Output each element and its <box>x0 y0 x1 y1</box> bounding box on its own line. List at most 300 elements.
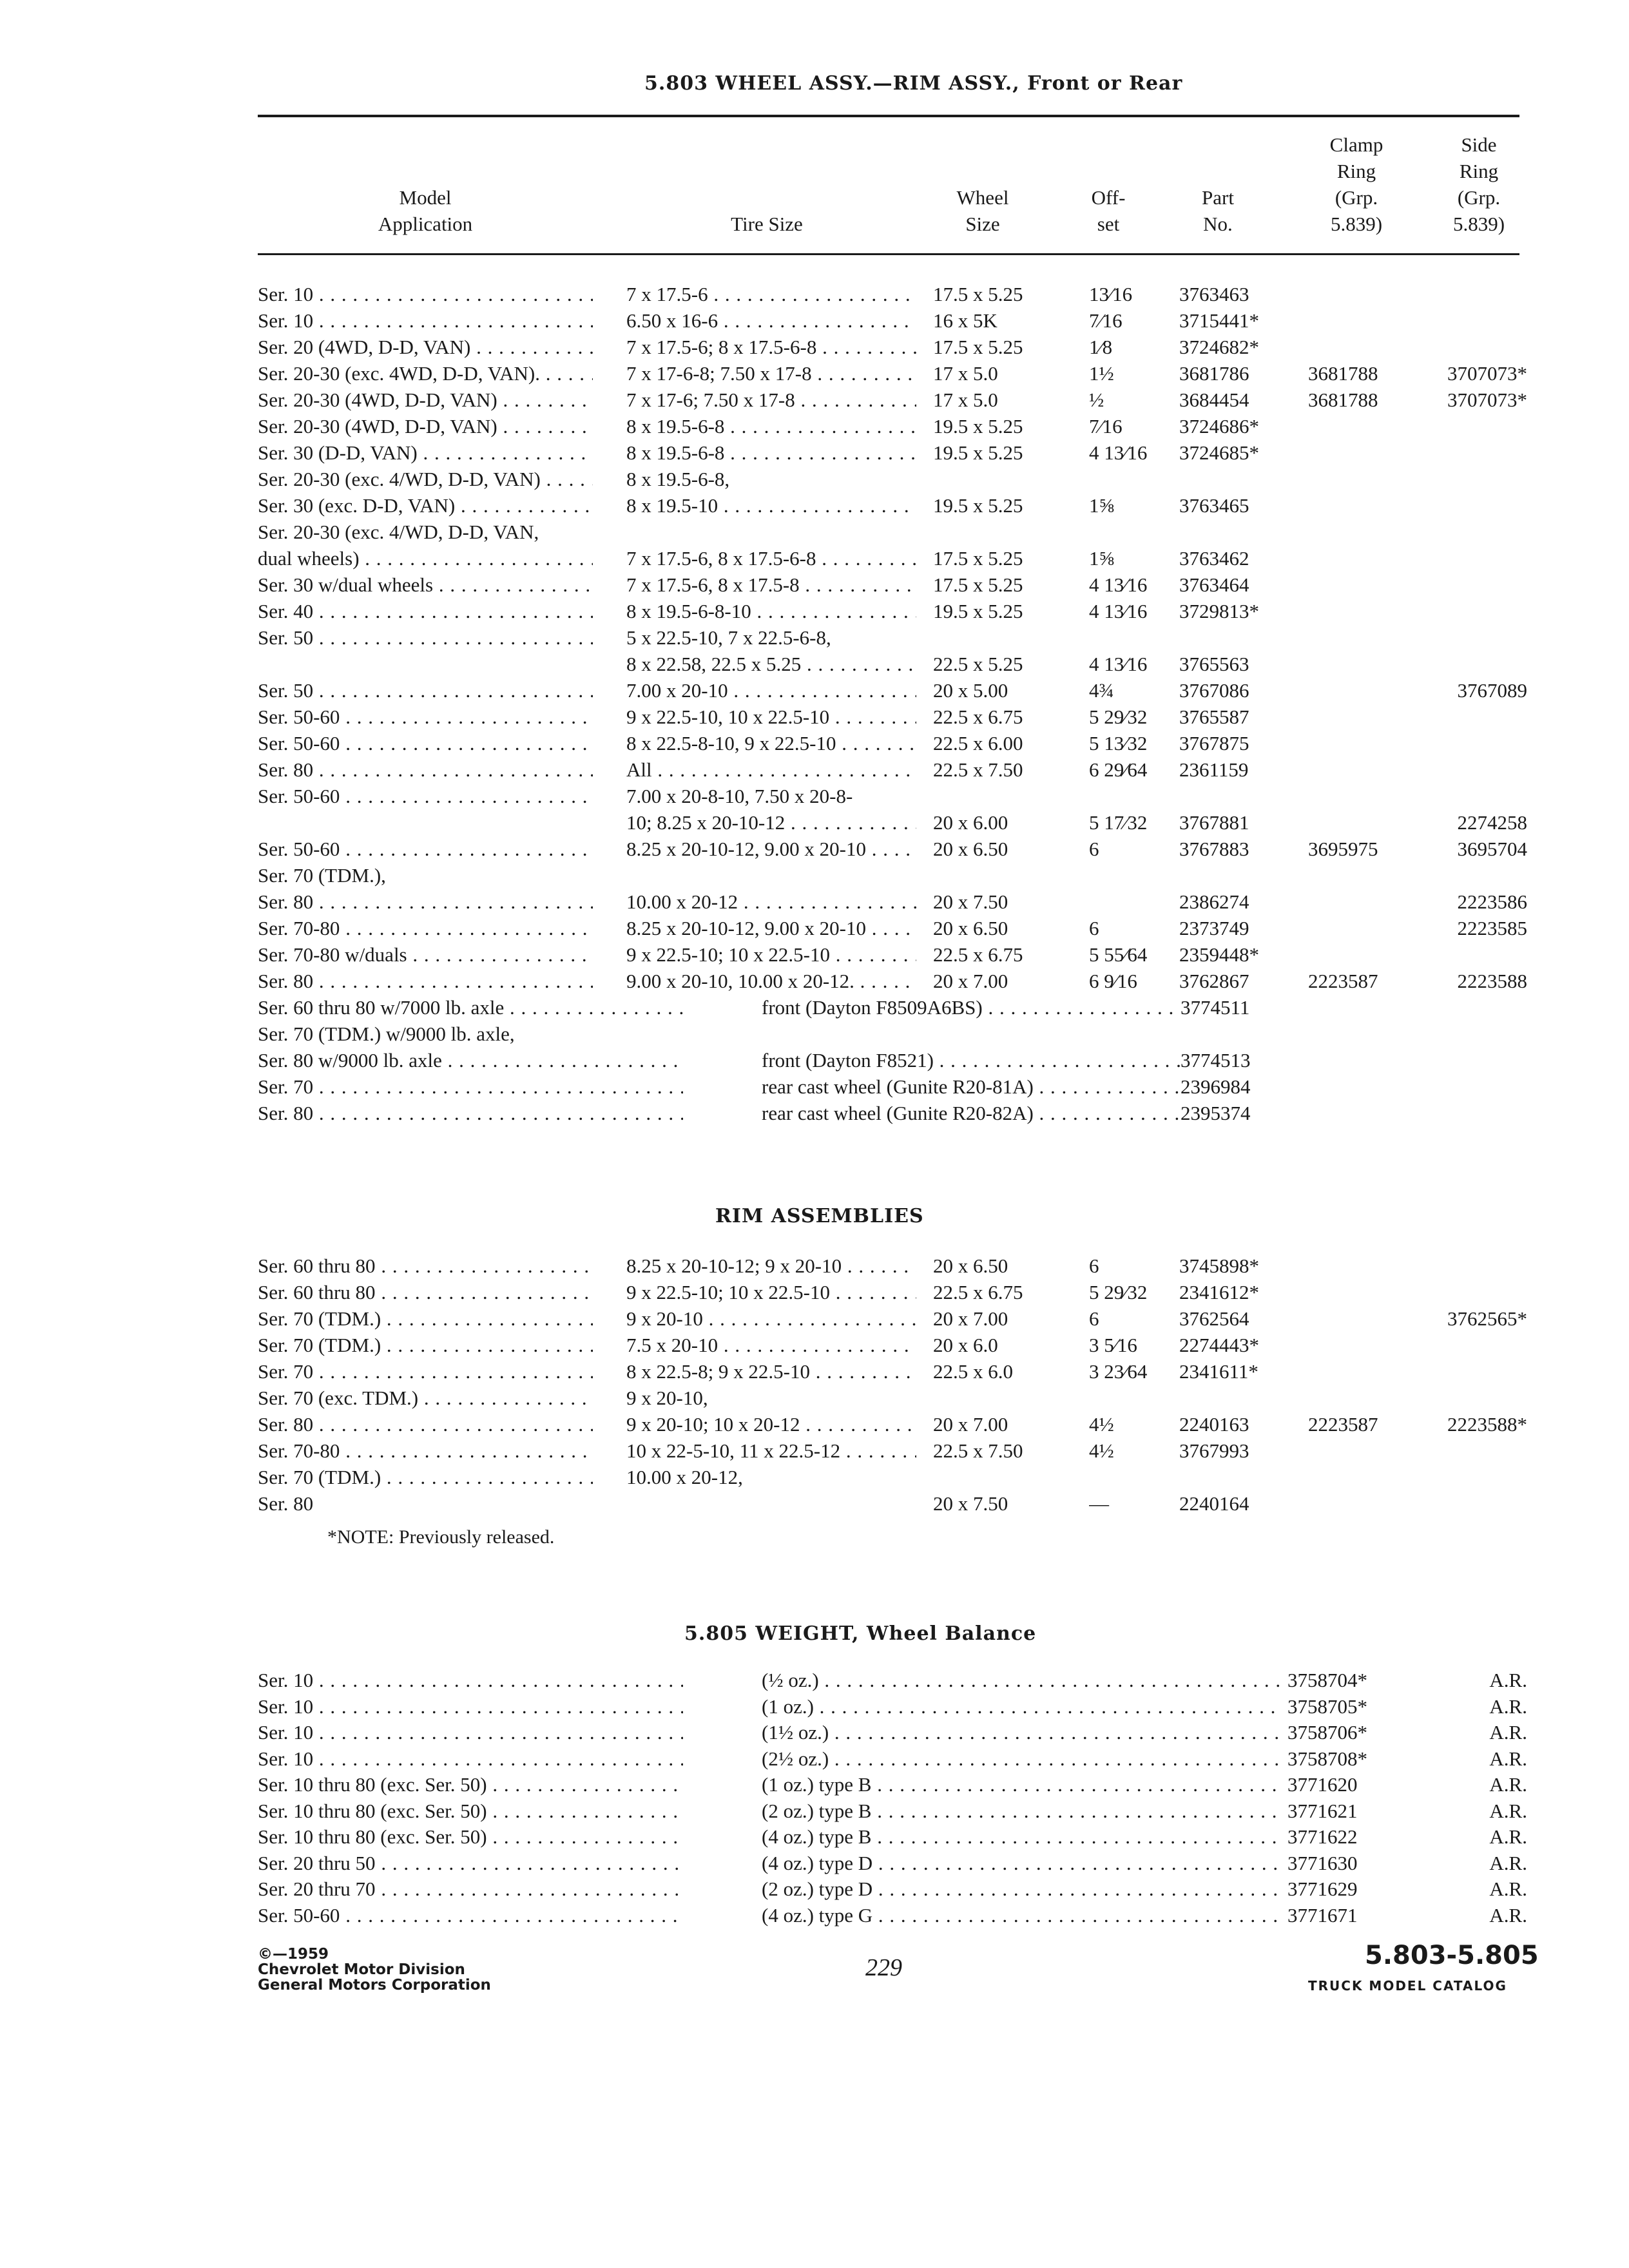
wheel-size-cell: 20 x 6.0 <box>933 1334 998 1356</box>
quantity-cell: A.R. <box>1489 1851 1527 1874</box>
clamp-ring-cell <box>1308 783 1418 810</box>
wheel-size-cell: 20 x 7.00 <box>933 1307 1008 1330</box>
clamp-ring-cell <box>1308 651 1418 678</box>
model-cell: Ser. 20-30 (exc. 4/WD, D-D, VAN, <box>258 521 539 543</box>
model-cell: Ser. 10 . . . <box>258 1745 683 1773</box>
clamp-ring-cell <box>1308 1385 1418 1412</box>
side-ring-cell <box>1424 598 1527 625</box>
part-number-cell: 2361159 <box>1179 758 1249 781</box>
side-ring-cell <box>1424 281 1527 308</box>
wheel-size-cell: 20 x 6.50 <box>933 838 1008 860</box>
part-number-cell: 3771671 <box>1287 1903 1358 1927</box>
part-number-cell: 3774513 <box>1181 1049 1251 1072</box>
wheel-size-cell: 20 x 7.00 <box>933 1413 1008 1436</box>
weight-cell: (2 oz.) type D . . . <box>762 1876 1282 1903</box>
clamp-ring-cell: 3681788 <box>1308 389 1378 411</box>
part-number-cell: 2240163 <box>1179 1413 1249 1436</box>
side-ring-cell <box>1424 862 1527 889</box>
clamp-ring-cell <box>1308 334 1418 361</box>
offset-cell: 4 13⁄16 <box>1089 600 1148 622</box>
model-cell: Ser. 50-60 . . . <box>258 783 593 810</box>
table-row <box>0 360 1629 387</box>
quantity-cell: A.R. <box>1489 1747 1527 1770</box>
tire-size-cell: 8.25 x 20-10-12; 9 x 20-10 . . . <box>626 1253 916 1280</box>
table-row <box>0 941 1629 968</box>
part-number-cell: 2373749 <box>1179 917 1249 939</box>
model-cell: Ser. 60 thru 80 w/7000 lb. axle . . . <box>258 994 683 1021</box>
wheel-size-cell <box>933 1464 1055 1491</box>
header-rule-bottom <box>258 253 1519 255</box>
table-row <box>0 809 1629 836</box>
wheel-size-cell <box>933 862 1055 889</box>
side-ring-cell: 2223586 <box>1457 890 1527 913</box>
part-number-cell: 2359448* <box>1179 943 1259 966</box>
quantity-cell: A.R. <box>1489 1825 1527 1848</box>
side-ring-cell <box>1424 466 1527 493</box>
table-row <box>0 1332 1629 1359</box>
table-row <box>0 1876 1629 1903</box>
col-header-model: Model Application <box>378 186 473 235</box>
part-number-cell: 3715441* <box>1179 309 1259 332</box>
table-row <box>0 783 1629 810</box>
part-number-cell: 3765587 <box>1179 706 1249 728</box>
model-cell: Ser. 10 thru 80 (exc. Ser. 50) . . . <box>258 1823 683 1850</box>
side-ring-cell <box>1424 1253 1527 1280</box>
side-ring-cell <box>1424 1464 1527 1491</box>
side-ring-cell <box>1424 307 1527 334</box>
wheel-size-cell: 22.5 x 6.75 <box>933 943 1023 966</box>
part-number-cell: 2240164 <box>1179 1492 1249 1515</box>
clamp-ring-cell <box>1308 281 1418 308</box>
quantity-cell: A.R. <box>1489 1903 1527 1927</box>
wheel-size-cell: 22.5 x 6.75 <box>933 1281 1023 1303</box>
table-row <box>0 598 1629 625</box>
tire-size-cell: 9 x 20-10; 10 x 20-12 . . . <box>626 1411 916 1438</box>
model-cell: Ser. 10 . . . <box>258 1693 683 1720</box>
weight-cell: (2 oz.) type B . . . <box>762 1798 1282 1825</box>
clamp-ring-cell <box>1308 545 1418 572</box>
model-cell: Ser. 50 . . . <box>258 624 593 651</box>
tire-size-cell: 9 x 22.5-10; 10 x 22.5-10 . . . <box>626 1279 916 1306</box>
side-ring-cell: 3707073* <box>1447 362 1527 385</box>
model-cell: Ser. 80 <box>258 1492 314 1515</box>
tire-size-cell: 8 x 19.5-6-8 . . . <box>626 439 916 466</box>
side-ring-cell <box>1424 545 1527 572</box>
clamp-ring-cell <box>1308 862 1418 889</box>
side-ring-cell <box>1424 941 1527 968</box>
offset-cell: 6 <box>1089 917 1099 939</box>
offset-cell: 13⁄16 <box>1089 283 1133 305</box>
tire-size-cell: 8 x 19.5-10 . . . <box>626 492 916 519</box>
model-cell: Ser. 20-30 (exc. 4/WD, D-D, VAN) . . . <box>258 466 593 493</box>
part-number-cell: 2386274 <box>1179 890 1249 913</box>
tire-size-cell: 7.5 x 20-10 . . . <box>626 1332 916 1359</box>
quantity-cell: A.R. <box>1489 1695 1527 1718</box>
clamp-ring-cell <box>1308 1279 1418 1306</box>
model-cell: Ser. 70 (TDM.) . . . <box>258 1464 593 1491</box>
offset-cell: 4¾ <box>1089 679 1114 702</box>
clamp-ring-cell <box>1308 809 1418 836</box>
table-row <box>0 307 1629 334</box>
offset-cell: 3 5⁄16 <box>1089 1334 1137 1356</box>
side-ring-cell <box>1424 413 1527 440</box>
wheel-size-cell: 19.5 x 5.25 <box>933 441 1023 464</box>
clamp-ring-cell <box>1308 704 1418 731</box>
model-cell: Ser. 10 . . . <box>258 1667 683 1694</box>
quantity-cell: A.R. <box>1489 1878 1527 1900</box>
weight-cell: (2½ oz.) . . . <box>762 1745 1282 1773</box>
footer-copyright: ©—1959 <box>258 1946 329 1963</box>
tire-size-cell: 7 x 17.5-6, 8 x 17.5-8 . . . <box>626 572 916 599</box>
table-row <box>0 704 1629 731</box>
table-row <box>0 334 1629 361</box>
model-cell: Ser. 70 (TDM.) . . . <box>258 1305 593 1332</box>
offset-cell: 4 13⁄16 <box>1089 653 1148 675</box>
model-cell: Ser. 70 . . . <box>258 1073 683 1100</box>
offset-cell: 6 <box>1089 1254 1099 1277</box>
table-row <box>0 413 1629 440</box>
part-number-cell <box>1179 1464 1302 1491</box>
col-header-offset: Off- set <box>1091 186 1126 235</box>
weight-cell: (4 oz.) type G . . . <box>762 1902 1282 1929</box>
tire-size-cell: 9 x 22.5-10, 10 x 22.5-10 . . . <box>626 704 916 731</box>
part-number-cell <box>1179 783 1302 810</box>
model-cell: Ser. 80 . . . <box>258 756 593 783</box>
offset-cell: 5 29⁄32 <box>1089 706 1148 728</box>
offset-cell: 5 29⁄32 <box>1089 1281 1148 1303</box>
wheel-description-cell: rear cast wheel (Gunite R20-82A) . . . <box>762 1100 1181 1127</box>
part-number-cell: 2395374 <box>1181 1102 1251 1124</box>
table-row <box>0 1798 1629 1825</box>
clamp-ring-cell <box>1308 1305 1418 1332</box>
tire-size-cell: 8 x 22.58, 22.5 x 5.25 . . . <box>626 651 916 678</box>
part-number-cell: 3745898* <box>1179 1254 1259 1277</box>
wheel-size-cell: 20 x 7.00 <box>933 970 1008 992</box>
table-row <box>0 1385 1629 1412</box>
table-row <box>0 836 1629 863</box>
model-cell: Ser. 30 w/dual wheels . . . <box>258 572 593 599</box>
tire-size-cell: 10 x 22-5-10, 11 x 22.5-12 . . . <box>626 1437 916 1465</box>
clamp-ring-cell <box>1308 624 1418 651</box>
col-header-clamp-ring: Clamp Ring (Grp. 5.839) <box>1329 133 1383 235</box>
wheel-size-cell: 20 x 7.50 <box>933 890 1008 913</box>
weight-cell: (4 oz.) type D . . . <box>762 1850 1282 1877</box>
offset-cell: 4½ <box>1089 1439 1114 1462</box>
side-ring-cell <box>1424 572 1527 599</box>
part-number-cell: 3771621 <box>1287 1799 1358 1822</box>
model-cell: Ser. 30 (D-D, VAN) . . . <box>258 439 593 466</box>
offset-cell: 6 9⁄16 <box>1089 970 1137 992</box>
tire-size-cell: 7 x 17-6; 7.50 x 17-8 . . . <box>626 387 916 414</box>
tire-size-cell: 7.00 x 20-10 . . . <box>626 677 916 704</box>
wheel-size-cell: 17.5 x 5.25 <box>933 283 1023 305</box>
tire-size-cell: 7 x 17.5-6 . . . <box>626 281 916 308</box>
offset-cell <box>1089 1385 1166 1412</box>
tire-size-cell: 8 x 19.5-6-8 . . . <box>626 413 916 440</box>
offset-cell: 1⁄8 <box>1089 336 1113 358</box>
clamp-ring-cell <box>1308 1332 1418 1359</box>
side-ring-cell <box>1424 519 1527 546</box>
table-row <box>0 519 1629 546</box>
offset-cell <box>1089 624 1166 651</box>
catalog-name: TRUCK MODEL CATALOG <box>1308 1978 1507 1994</box>
wheel-size-cell: 22.5 x 7.50 <box>933 1439 1023 1462</box>
model-cell: Ser. 20 (4WD, D-D, VAN) . . . <box>258 334 593 361</box>
side-ring-cell: 3767089 <box>1457 679 1527 702</box>
table-row <box>0 1850 1629 1877</box>
tire-size-cell: 5 x 22.5-10, 7 x 22.5-6-8, <box>626 626 831 649</box>
wheel-balance-title: 5.805 WEIGHT, Wheel Balance <box>684 1622 1037 1645</box>
table-row <box>0 968 1629 995</box>
wheel-size-cell: 19.5 x 5.25 <box>933 494 1023 517</box>
side-ring-cell: 2274258 <box>1457 811 1527 834</box>
offset-cell: — <box>1089 1492 1109 1515</box>
col-header-part: Part No. <box>1202 186 1234 235</box>
side-ring-cell <box>1424 334 1527 361</box>
model-cell: Ser. 80 . . . <box>258 1411 593 1438</box>
tire-size-cell: 8 x 19.5-6-8-10 . . . <box>626 598 916 625</box>
model-cell: Ser. 70 (TDM.), <box>258 864 386 887</box>
model-cell: Ser. 10 thru 80 (exc. Ser. 50) . . . <box>258 1771 683 1798</box>
wheel-size-cell <box>933 624 1055 651</box>
part-number-cell <box>1179 624 1302 651</box>
offset-cell: 6 <box>1089 838 1099 860</box>
side-ring-cell: 2223588 <box>1457 970 1527 992</box>
wheel-size-cell <box>933 519 1055 546</box>
part-number-cell: 2396984 <box>1181 1075 1251 1098</box>
tire-size-cell: 8.25 x 20-10-12, 9.00 x 20-10 . . . <box>626 915 916 942</box>
model-cell: Ser. 50-60 . . . <box>258 704 593 731</box>
wheel-size-cell: 22.5 x 6.75 <box>933 706 1023 728</box>
model-cell: Ser. 70 (TDM.) w/9000 lb. axle, <box>258 1023 515 1045</box>
table-row <box>0 1745 1629 1773</box>
offset-cell: 1⅝ <box>1089 547 1114 570</box>
part-number-cell: 3724682* <box>1179 336 1259 358</box>
page-number: 229 <box>865 1954 902 1981</box>
table-row <box>0 1437 1629 1465</box>
part-number-cell: 3767993 <box>1179 1439 1249 1462</box>
wheel-size-cell: 20 x 6.50 <box>933 917 1008 939</box>
table-row <box>0 1021 1629 1048</box>
tire-size-cell: 8 x 19.5-6-8, <box>626 468 730 490</box>
model-cell: Ser. 60 thru 80 . . . <box>258 1279 593 1306</box>
wheel-size-cell <box>933 1385 1055 1412</box>
model-cell <box>258 651 593 678</box>
side-ring-cell <box>1424 1358 1527 1385</box>
table-row <box>0 862 1629 889</box>
clamp-ring-cell <box>1308 519 1418 546</box>
table-row <box>0 466 1629 493</box>
model-cell: Ser. 20 thru 70 . . . <box>258 1876 683 1903</box>
quantity-cell: A.R. <box>1489 1799 1527 1822</box>
model-cell: Ser. 50-60 . . . <box>258 836 593 863</box>
part-number-cell: 3763465 <box>1179 494 1249 517</box>
clamp-ring-cell <box>1308 1490 1418 1517</box>
model-cell: Ser. 50-60 . . . <box>258 730 593 757</box>
offset-cell: 5 17⁄32 <box>1089 811 1148 834</box>
wheel-size-cell: 17 x 5.0 <box>933 389 998 411</box>
table-row <box>0 1100 1629 1127</box>
clamp-ring-cell <box>1308 889 1418 916</box>
side-ring-cell: 2223585 <box>1457 917 1527 939</box>
part-number-cell: 3774511 <box>1181 996 1250 1019</box>
model-cell: Ser. 10 thru 80 (exc. Ser. 50) . . . <box>258 1798 683 1825</box>
part-number-cell: 2341612* <box>1179 1281 1259 1303</box>
tire-size-cell: 8 x 22.5-8; 9 x 22.5-10 . . . <box>626 1358 916 1385</box>
wheel-size-cell: 22.5 x 5.25 <box>933 653 1023 675</box>
clamp-ring-cell <box>1308 466 1418 493</box>
clamp-ring-cell: 3681788 <box>1308 362 1378 385</box>
offset-cell: 6 29⁄64 <box>1089 758 1148 781</box>
clamp-ring-cell: 3695975 <box>1308 838 1378 860</box>
part-number-cell: 3724685* <box>1179 441 1259 464</box>
wheel-size-cell: 20 x 7.50 <box>933 1492 1008 1515</box>
clamp-ring-cell <box>1308 1358 1418 1385</box>
weight-cell: (½ oz.) . . . <box>762 1667 1282 1694</box>
tire-size-cell: 9.00 x 20-10, 10.00 x 20-12. . . . <box>626 968 916 995</box>
side-ring-cell <box>1424 756 1527 783</box>
part-number-cell: 2341611* <box>1179 1360 1258 1383</box>
part-number-cell: 3724686* <box>1179 415 1259 437</box>
clamp-ring-cell <box>1308 492 1418 519</box>
wheel-size-cell: 17.5 x 5.25 <box>933 573 1023 596</box>
col-header-tire: Tire Size <box>731 213 803 235</box>
tire-size-cell: All . . . <box>626 756 916 783</box>
table-row <box>0 1411 1629 1438</box>
part-number-cell: 3762564 <box>1179 1307 1249 1330</box>
offset-cell: 1⅝ <box>1089 494 1114 517</box>
offset-cell: 7⁄16 <box>1089 415 1123 437</box>
offset-cell <box>1089 519 1166 546</box>
clamp-ring-cell <box>1308 572 1418 599</box>
footer-corp: General Motors Corporation <box>258 1977 491 1994</box>
tire-size-cell: 8.25 x 20-10-12, 9.00 x 20-10 . . . <box>626 836 916 863</box>
part-number-cell: 3758705* <box>1287 1695 1367 1718</box>
part-number-cell: 3758704* <box>1287 1669 1367 1691</box>
model-cell: Ser. 80 . . . <box>258 889 593 916</box>
wheel-size-cell: 22.5 x 6.00 <box>933 732 1023 754</box>
clamp-ring-cell <box>1308 598 1418 625</box>
clamp-ring-cell <box>1308 677 1418 704</box>
side-ring-cell <box>1424 492 1527 519</box>
model-cell: Ser. 50-60 . . . <box>258 1902 683 1929</box>
model-cell: Ser. 80 w/9000 lb. axle . . . <box>258 1047 683 1074</box>
tire-size-cell: 7.00 x 20-8-10, 7.50 x 20-8- <box>626 785 853 807</box>
model-cell: Ser. 20 thru 50 . . . <box>258 1850 683 1877</box>
part-number-cell: 3771630 <box>1287 1851 1358 1874</box>
table-row <box>0 1719 1629 1746</box>
model-cell: Ser. 10 . . . <box>258 281 593 308</box>
part-number-cell: 3681786 <box>1179 362 1249 385</box>
tire-size-cell: 10.00 x 20-12, <box>626 1466 743 1488</box>
clamp-ring-cell: 2223587 <box>1308 970 1378 992</box>
quantity-cell: A.R. <box>1489 1721 1527 1744</box>
tire-size-cell: 10; 8.25 x 20-10-12 . . . <box>626 809 916 836</box>
wheel-size-cell: 17.5 x 5.25 <box>933 547 1023 570</box>
wheel-size-cell <box>933 783 1055 810</box>
clamp-ring-cell <box>1308 1464 1418 1491</box>
tire-size-cell: 7 x 17-6-8; 7.50 x 17-8 . . . <box>626 360 916 387</box>
offset-cell: 5 55⁄64 <box>1089 943 1148 966</box>
tire-size-cell <box>626 1490 916 1517</box>
part-number-cell: 3758706* <box>1287 1721 1367 1744</box>
wheel-size-cell <box>933 466 1055 493</box>
offset-cell: 1½ <box>1089 362 1114 385</box>
table-row <box>0 1693 1629 1720</box>
col-header-side-ring: Side Ring (Grp. 5.839) <box>1452 133 1505 235</box>
model-cell: Ser. 50 . . . <box>258 677 593 704</box>
model-cell: Ser. 10 . . . <box>258 1719 683 1746</box>
weight-cell: (1½ oz.) . . . <box>762 1719 1282 1746</box>
wheel-size-cell: 22.5 x 7.50 <box>933 758 1023 781</box>
offset-cell <box>1089 783 1166 810</box>
wheel-size-cell: 20 x 6.00 <box>933 811 1008 834</box>
model-cell: Ser. 20-30 (exc. 4WD, D-D, VAN). . . . <box>258 360 593 387</box>
offset-cell: 4 13⁄16 <box>1089 573 1148 596</box>
offset-cell: 3 23⁄64 <box>1089 1360 1148 1383</box>
wheel-description-cell <box>762 1021 1181 1048</box>
wheel-description-cell: front (Dayton F8509A6BS) . . . <box>762 994 1181 1021</box>
model-cell: dual wheels) . . . <box>258 545 593 572</box>
table-row <box>0 492 1629 519</box>
wheel-description-cell: rear cast wheel (Gunite R20-81A) . . . <box>762 1073 1181 1100</box>
part-number-cell: 3767883 <box>1179 838 1249 860</box>
side-ring-cell: 3707073* <box>1447 389 1527 411</box>
table-row <box>0 915 1629 942</box>
tire-size-cell <box>626 862 916 889</box>
model-cell: Ser. 10 . . . <box>258 307 593 334</box>
model-cell: Ser. 80 . . . <box>258 968 593 995</box>
offset-cell: 6 <box>1089 1307 1099 1330</box>
table-row <box>0 545 1629 572</box>
part-number-cell: 3767881 <box>1179 811 1249 834</box>
table-row <box>0 387 1629 414</box>
table-row <box>0 439 1629 466</box>
side-ring-cell <box>1424 439 1527 466</box>
wheel-size-cell: 19.5 x 5.25 <box>933 600 1023 622</box>
offset-cell: 4 13⁄16 <box>1089 441 1148 464</box>
offset-cell: 7⁄16 <box>1089 309 1123 332</box>
side-ring-cell <box>1424 651 1527 678</box>
part-number-cell: 3762867 <box>1179 970 1249 992</box>
header-rule-top <box>258 115 1519 117</box>
clamp-ring-cell <box>1308 1253 1418 1280</box>
side-ring-cell <box>1424 1279 1527 1306</box>
part-number-cell: 2274443* <box>1179 1334 1259 1356</box>
offset-cell: ½ <box>1089 389 1104 411</box>
model-cell: Ser. 70-80 w/duals . . . <box>258 941 593 968</box>
section-range: 5.803-5.805 <box>1365 1941 1539 1970</box>
part-number-cell: 3684454 <box>1179 389 1249 411</box>
table-row <box>0 1073 1629 1100</box>
table-row <box>0 756 1629 783</box>
side-ring-cell <box>1424 1490 1527 1517</box>
wheel-size-cell: 20 x 6.50 <box>933 1254 1008 1277</box>
model-cell: Ser. 20-30 (4WD, D-D, VAN) . . . <box>258 413 593 440</box>
part-number-cell: 3763462 <box>1179 547 1249 570</box>
model-cell: Ser. 80 . . . <box>258 1100 683 1127</box>
wheel-size-cell: 20 x 5.00 <box>933 679 1008 702</box>
side-ring-cell <box>1424 730 1527 757</box>
offset-cell <box>1089 862 1166 889</box>
side-ring-cell: 3695704 <box>1457 838 1527 860</box>
part-number-cell: 3765563 <box>1179 653 1249 675</box>
side-ring-cell <box>1424 1437 1527 1465</box>
note: *NOTE: Previously released. <box>327 1526 555 1548</box>
side-ring-cell: 2223588* <box>1447 1413 1527 1436</box>
offset-cell <box>1089 1464 1166 1491</box>
table-row <box>0 651 1629 678</box>
